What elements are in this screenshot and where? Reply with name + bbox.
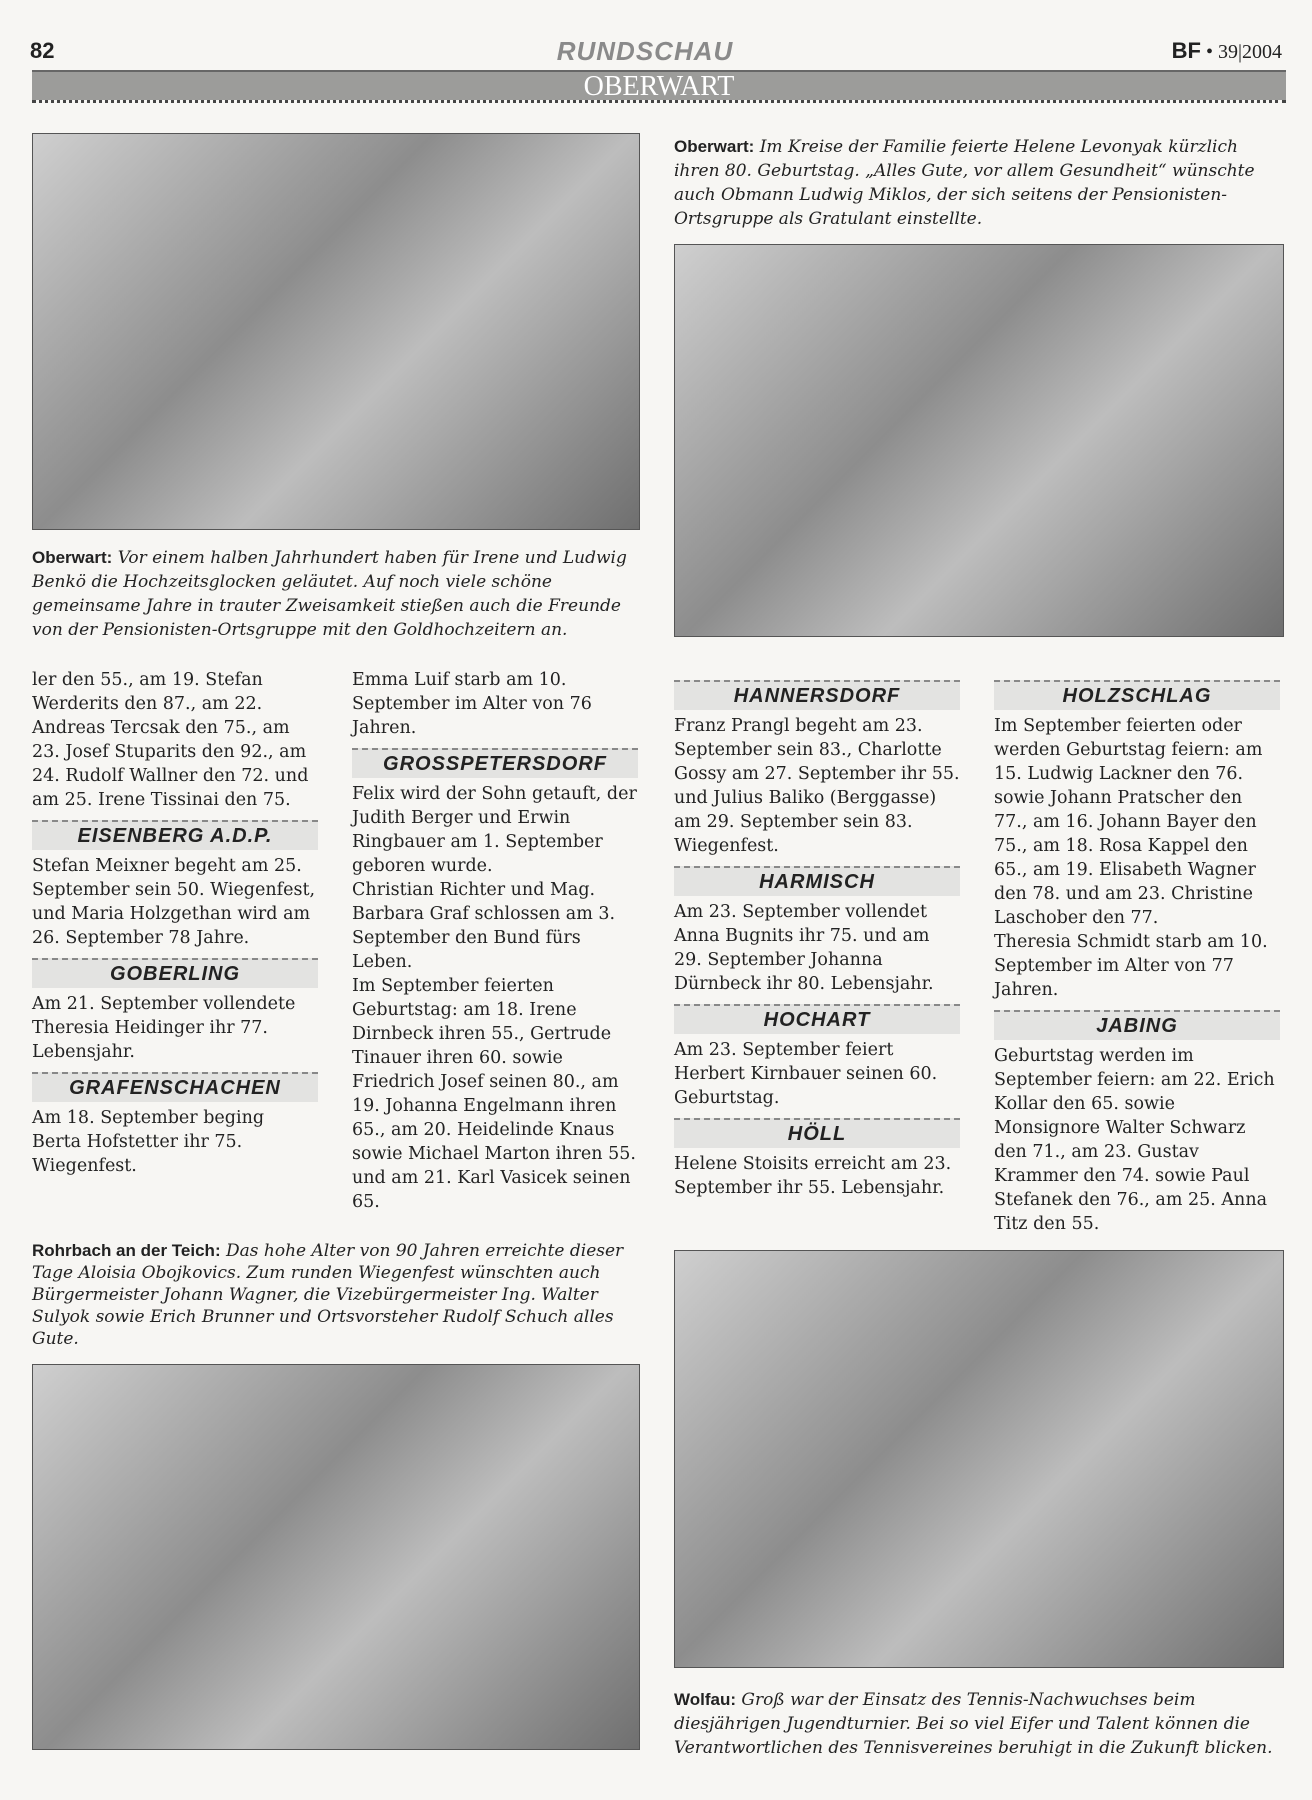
caption-top-left <box>32 546 642 642</box>
photo-tennis-youth <box>674 1250 1284 1668</box>
caption-text: Groß war der Einsatz des Tennis-Nachwuchses beim diesjährigen Jugendturnier. Bei so viel Eifer und Talent können die Verantwortlichen des Tennisvereines beruhigt in die Zukunft blicken. <box>674 1690 1273 1758</box>
page-number: 82 <box>30 38 55 63</box>
heading-hochart: HOCHART <box>674 1004 960 1034</box>
caption-text: Vor einem halben Jahrhundert haben für Irene und Ludwig Benkö die Hochzeitsglocken geläutet. Auf noch viele schöne gemeinsame Jahre in trauter Zweisamkeit stießen auch die Freunde von der Pensionisten-Ortsgruppe mit den Goldhochzeitern an. <box>32 548 627 640</box>
caption-place: Oberwart: <box>32 548 113 567</box>
heading-holzschlag: HOLZSCHLAG <box>994 680 1280 710</box>
photo-90th-birthday <box>32 1364 640 1750</box>
photo-birthday-party <box>674 244 1284 637</box>
separator: • <box>1200 41 1218 63</box>
article-text: Im September feierten Geburtstag: am 18. Irene Dirnbeck ihren 55., Gertrude Tinauer ihren 60. sowie Friedrich Josef seinen 80., am 19. Johanna Engelmann ihren 65., am 20. Heidelinde Knaus sowie Michael Marton ihren 55. und am 21. Karl Vasicek seinen 65. <box>352 976 636 1212</box>
caption-text: Das hohe Alter von 90 Jahren erreichte dieser Tage Aloisia Obojkovics. Zum runden Wiegenfest wünschten auch Bürgermeister Johann Wagner, die Vizebürgermeister Ing. Walter Sulyok sowie Erich Brunner und Ortsvorsteher Rudolf Schuch alles Gute. <box>32 1241 624 1349</box>
caption-top-right <box>674 135 1286 231</box>
heading-grosspetersdorf: GROSSPETERSDORF <box>352 748 638 778</box>
heading-grafenschachen: GRAFENSCHACHEN <box>32 1072 318 1102</box>
caption-text: Im Kreise der Familie feierte Helene Levonyak kürzlich ihren 80. Geburtstag. „Alles Gute, vor allem Gesundheit“ wünschte auch Obmann Ludwig Miklos, der sich seitens der Pensionisten-Ortsgruppe als Gratulant einstellte. <box>674 137 1255 229</box>
issue-number: 39|2004 <box>1217 41 1282 63</box>
article-text: Theresia Schmidt starb am 10. September im Alter von 77 Jahren. <box>994 932 1268 1000</box>
issue-info <box>1172 38 1282 64</box>
article-text: Stefan Meixner begeht am 25. September sein 50. Wiegenfest, und Maria Holzgethan wird am 26. September 78 Jahre. <box>32 856 316 948</box>
heading-harmisch: HARMISCH <box>674 866 960 896</box>
column-4 <box>994 672 1280 1236</box>
column-2 <box>352 668 638 1214</box>
article-text: Emma Luif starb am 10. September im Alter von 76 Jahren. <box>352 670 592 738</box>
caption-place: Oberwart: <box>674 137 755 156</box>
heading-eisenberg: EISENBERG A.D.P. <box>32 820 318 850</box>
article-text: Im September feierten oder werden Geburtstag feiern: am 15. Ludwig Lackner den 76. sowie Johann Pratscher den 77., am 16. Johann Bayer den 75., am 18. Rosa Kappel den 65., am 19. Elisabeth Wagner den 78. und am 23. Christine Laschober den 77. <box>994 716 1263 928</box>
brand: BF <box>1171 38 1201 63</box>
article-text: Christian Richter und Mag. Barbara Graf schlossen am 3. September den Bund fürs Leben. <box>352 880 616 972</box>
article-text: Am 18. September beging Berta Hofstetter ihr 75. Wiegenfest. <box>32 1108 265 1176</box>
article-text: ler den 55., am 19. Stefan Werderits den 87., am 22. Andreas Tercsak den 75., am 23. Josef Stuparits den 92., am 24. Rudolf Wallner den 72. und am 25. Irene Tissinai den 75. <box>32 670 309 810</box>
article-text: Am 21. September vollendete Theresia Heidinger ihr 77. Lebensjahr. <box>32 994 296 1062</box>
divider <box>32 100 1286 103</box>
article-text: Am 23. September vollendet Anna Bugnits ihr 75. und am 29. September Johanna Dürnbeck ihr 80. Lebensjahr. <box>674 902 934 994</box>
heading-goberling: GOBERLING <box>32 958 318 988</box>
article-text: Am 23. September feiert Herbert Kirnbauer seinen 60. Geburtstag. <box>674 1040 938 1108</box>
caption-place: Rohrbach an der Teich: <box>32 1241 221 1260</box>
column-1 <box>32 668 318 1178</box>
caption-bottom-right <box>674 1688 1286 1760</box>
article-text: Helene Stoisits erreicht am 23. September ihr 55. Lebensjahr. <box>674 1154 952 1198</box>
article-text: Franz Prangl begeht am 23. September sein 83., Charlotte Gossy am 27. September ihr 55. und Julius Baliko (Berggasse) am 29. September sein 83. Wiegenfest. <box>674 716 960 856</box>
section-title: OBERWART <box>32 70 1286 100</box>
article-text: Geburtstag werden im September feiern: am 22. Erich Kollar den 65. sowie Monsignore Walter Schwarz den 71., am 23. Gustav Krammer den 74. sowie Paul Stefanek den 76., am 25. Anna Titz den 55. <box>994 1046 1275 1234</box>
heading-hoell: HÖLL <box>674 1118 960 1148</box>
heading-jabing: JABING <box>994 1010 1280 1040</box>
masthead: RUNDSCHAU <box>556 36 734 66</box>
column-3 <box>674 672 960 1200</box>
article-text: Felix wird der Sohn getauft, der Judith Berger und Erwin Ringbauer am 1. September geboren wurde. <box>352 784 637 876</box>
heading-hannersdorf: HANNERSDORF <box>674 680 960 710</box>
caption-place: Wolfau: <box>674 1690 737 1709</box>
caption-bottom-left <box>32 1240 642 1350</box>
photo-golden-wedding <box>32 133 640 530</box>
